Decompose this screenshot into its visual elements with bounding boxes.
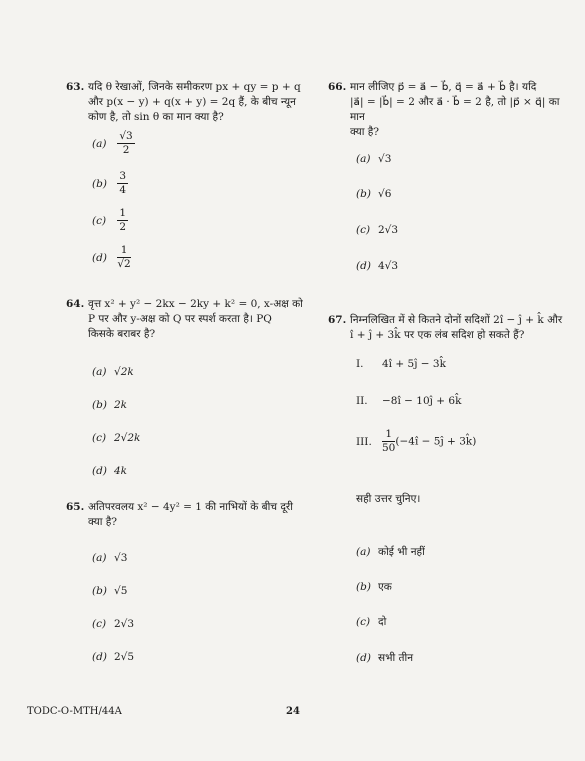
fraction: [382, 428, 395, 455]
statement-iii: [356, 428, 476, 455]
option-65b: [92, 584, 127, 598]
question-line: क्या है?: [88, 516, 117, 528]
option-64a: [92, 365, 134, 379]
option-66b: [356, 187, 391, 201]
option-value: √2k: [114, 366, 134, 378]
instruction-text: सही उत्तर चुनिए।: [356, 493, 421, 505]
statement-ii: [356, 395, 461, 407]
option-value: 2k: [114, 399, 128, 411]
option-value: कोई भी नहीं: [378, 546, 425, 558]
option-label: (a): [356, 153, 371, 165]
option-63a: [92, 130, 135, 157]
option-value: √6: [378, 188, 392, 200]
question-line: यदि θ रेखाओं, जिनके समीकरण px + qy = p + q: [88, 81, 301, 93]
question-number: 64.: [66, 298, 85, 310]
question-text: [88, 297, 303, 342]
question-number: 65.: [66, 501, 85, 513]
option-66c: [356, 223, 398, 237]
option-value: 2√3: [114, 618, 135, 630]
option-value: दो: [378, 616, 387, 628]
fraction: [117, 130, 134, 157]
option-67d: [356, 651, 413, 665]
option-value: 2√5: [114, 651, 135, 663]
option-66a: [356, 152, 391, 166]
option-label: (d): [356, 260, 371, 272]
option-67a: [356, 545, 425, 559]
option-65d: [92, 650, 134, 664]
question-line: P पर और y-अक्ष को Q पर स्पर्श करता है। PQ: [88, 313, 272, 325]
denominator: 50: [382, 442, 396, 454]
question-number: 66.: [328, 81, 347, 93]
question-line: मान लीजिए p⃗ = a⃗ − b⃗, q⃗ = a⃗ + b⃗ है। यदि: [350, 81, 537, 93]
numerator: 1: [117, 244, 130, 258]
question-line: क्या है?: [350, 126, 379, 138]
option-value: 2√3: [378, 224, 399, 236]
page-number: 24: [286, 706, 300, 717]
question-line: |a⃗| = |b⃗| = 2 और a⃗ · b⃗ = 2 है, तो |p⃗ × q⃗| का मान: [350, 96, 560, 123]
option-value: √5: [114, 585, 128, 597]
option-label: (b): [92, 177, 107, 190]
question-line: वृत्त x² + y² − 2kx − 2ky + k² = 0, x-अक्ष को: [88, 298, 303, 310]
option-value: एक: [378, 581, 392, 593]
option-value: सभी तीन: [378, 652, 414, 664]
denominator: 4: [119, 184, 127, 196]
denominator: √2: [117, 258, 131, 270]
option-65a: [92, 551, 127, 565]
question-line: अतिपरवलय x² − 4y² = 1 की नाभियों के बीच दूरी: [88, 501, 293, 513]
denominator: 2: [119, 221, 127, 233]
statement-value: (−4î − 5ĵ + 3k̂): [395, 435, 477, 448]
option-label: (b): [356, 188, 371, 200]
option-label: (d): [92, 251, 107, 264]
denominator: 2: [122, 144, 130, 156]
option-value: 4√3: [378, 260, 399, 272]
question-number: 63.: [66, 81, 85, 93]
option-67b: [356, 580, 392, 594]
numerator: √3: [119, 130, 133, 142]
option-label: (b): [92, 585, 107, 597]
option-label: (a): [92, 366, 107, 378]
option-64c: [92, 431, 140, 445]
option-label: (c): [356, 224, 371, 236]
option-value: √3: [114, 552, 128, 564]
option-label: (c): [92, 432, 107, 444]
option-label: (a): [92, 552, 107, 564]
option-label: (b): [92, 399, 107, 411]
question-line: î + ĵ + 3k̂ पर एक लंब सदिश हो सकते हैं?: [350, 329, 525, 341]
question-text: [350, 80, 573, 140]
statement-value: −8î − 10ĵ + 6k̂: [382, 395, 462, 407]
option-label: (c): [92, 618, 107, 630]
option-63c: [92, 207, 128, 234]
question-line: किसके बराबर है?: [88, 328, 156, 340]
statement-value: 4î + 5ĵ − 3k̂: [382, 358, 446, 370]
fraction: [117, 170, 128, 197]
option-value: √3: [378, 153, 392, 165]
option-label: (d): [92, 651, 107, 663]
question-text: [88, 500, 293, 530]
option-value: 2√2k: [114, 432, 141, 444]
option-label: (c): [92, 214, 107, 227]
statement-label: II.: [356, 395, 368, 407]
option-65c: [92, 617, 134, 631]
option-label: (b): [356, 581, 371, 593]
option-63b: [92, 170, 128, 197]
option-67c: [356, 615, 386, 629]
option-label: (a): [92, 137, 107, 150]
numerator: 1: [119, 207, 127, 219]
option-value: 4k: [114, 465, 128, 477]
question-text: [88, 80, 301, 125]
option-label: (c): [356, 616, 371, 628]
question-number: 67.: [328, 314, 347, 326]
statement-label: III.: [356, 435, 372, 448]
fraction: [117, 207, 128, 234]
paper-code: TODC-O-MTH/44A: [27, 706, 122, 717]
question-line: कोण है, तो sin θ का मान क्या है?: [88, 111, 224, 123]
option-64b: [92, 398, 127, 412]
option-label: (a): [356, 546, 371, 558]
numerator: 1: [382, 428, 395, 442]
question-text: [350, 313, 562, 343]
option-66d: [356, 259, 398, 273]
option-64d: [92, 464, 127, 478]
question-line: और p(x − y) + q(x + y) = 2q हैं, के बीच न्यून: [88, 96, 296, 108]
question-line: निम्नलिखित में से कितने दोनों सदिशों 2î − ĵ + k̂ और: [350, 314, 563, 326]
numerator: 3: [119, 170, 127, 182]
statement-label: I.: [356, 358, 364, 370]
statement-i: [356, 358, 446, 370]
fraction: [117, 244, 130, 271]
option-label: (d): [356, 652, 371, 664]
option-label: (d): [92, 465, 107, 477]
option-63d: [92, 244, 131, 271]
